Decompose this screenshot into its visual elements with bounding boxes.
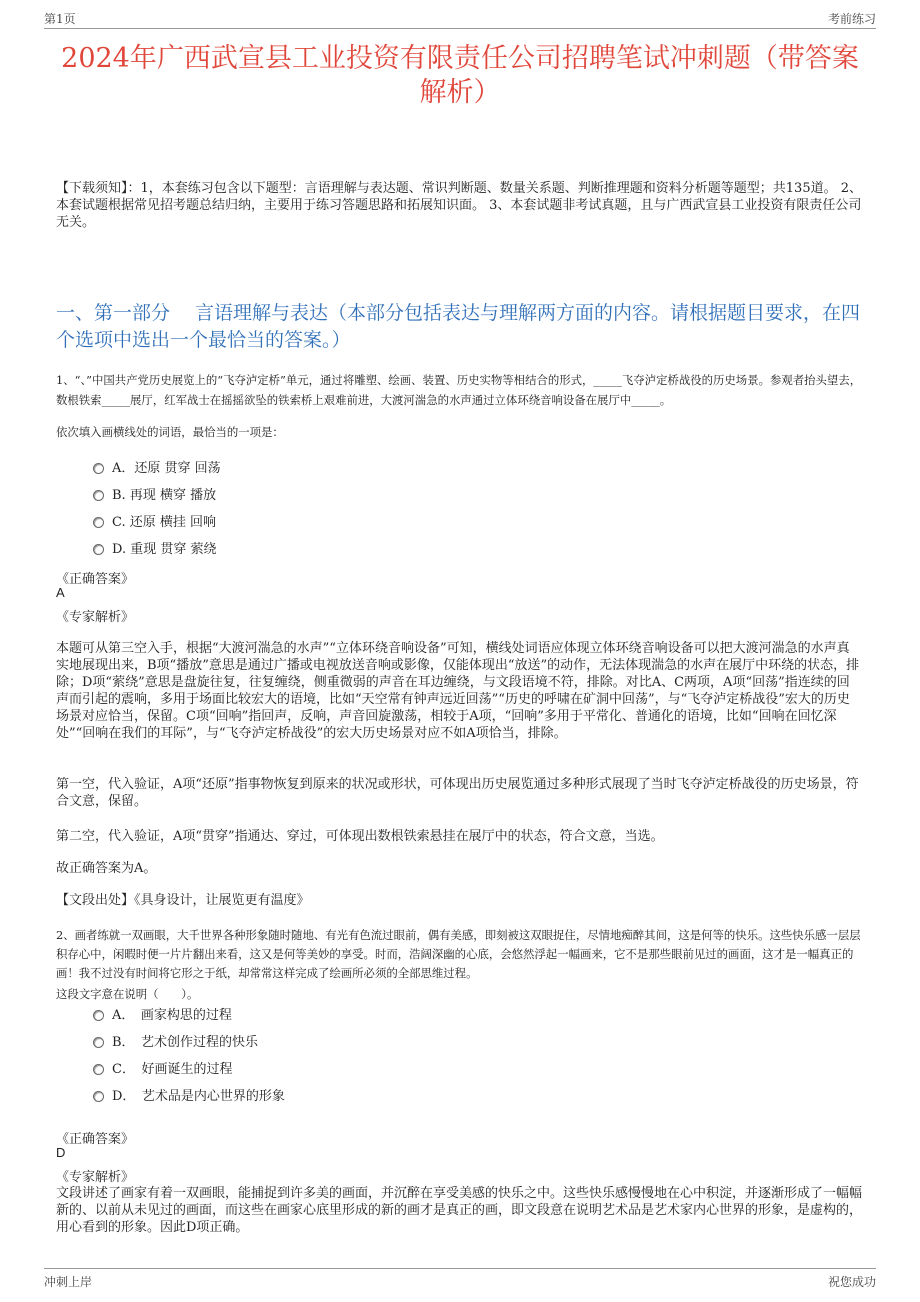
q2-option-b[interactable] bbox=[93, 1030, 258, 1050]
option-label: B. 再现 横穿 播放 bbox=[112, 487, 217, 503]
q1-option-a[interactable] bbox=[93, 456, 221, 476]
analysis-paragraph: 文段讲述了画家有着一双画眼，能捕捉到许多美的画面，并沉醉在享受美感的快乐之中。这些快乐感慢慢地在心中积淀，并逐渐形成了一幅幅新的、以前从未见过的画面，而这些在画家心底里形成的新的画才是真正的画，即文段意在说明艺术品是艺术家内心世界的形象，是虚构的，用心看到的形象。因此D项正确。 bbox=[56, 1186, 863, 1235]
q1-option-b[interactable] bbox=[93, 483, 216, 503]
option-label: A． 画家构思的过程 bbox=[112, 1007, 232, 1023]
document-title: 2024年广西武宣县工业投资有限责任公司招聘笔试冲刺题（带答案解析） bbox=[61, 43, 859, 108]
q2-option-c[interactable] bbox=[93, 1057, 232, 1077]
correct-answer: D bbox=[56, 1145, 66, 1160]
radio-icon[interactable] bbox=[93, 544, 104, 555]
analysis-paragraph: 第二空，代入验证，A项“贯穿”指通达、穿过，可体现出数根铁索悬挂在展厅中的状态，符合文意，当选。 bbox=[56, 829, 664, 844]
page-number: 第1页 bbox=[44, 12, 76, 26]
radio-icon[interactable] bbox=[93, 1010, 104, 1021]
question-1-prompt: 依次填入画横线处的词语，最恰当的一项是： bbox=[56, 425, 284, 439]
source-note: 【文段出处】《具身设计，让展览更有温度》 bbox=[56, 893, 310, 908]
radio-icon[interactable] bbox=[93, 517, 104, 528]
section-heading: 一、第一部分 言语理解与表达（本部分包括表达与理解两方面的内容。请根据题目要求，在四个选项中选出一个最恰当的答案。） bbox=[56, 302, 861, 351]
option-label: B． 艺术创作过程的快乐 bbox=[112, 1034, 259, 1050]
option-label: C. 还原 横挂 回响 bbox=[112, 514, 217, 530]
analysis-paragraph: 第一空，代入验证，A项“还原”指事物恢复到原来的状况或形状，可体现出历史展览通过多种形式展现了当时飞夺泸定桥战役的历史场景，符合文意，保留。 bbox=[56, 777, 859, 809]
question-2-stem: 2、画者练就一双画眼，大千世界各种形象随时随地、有光有色流过眼前，偶有美感，即刻被这双眼捉住，尽情地痴醉其间，这是何等的快乐。这些快乐感一层层积存心中，闲暇时便一片片翻出来看，这又是何等美妙的享受。时而，浩阔深幽的心底，会悠然浮起一幅画来，它不是那些眼前见过的画面，这才是一幅真正的画！我不过没有时间将它形之于纸，却常常这样完成了绘画所必须的全部思维过程。 bbox=[56, 928, 861, 980]
question-1-stem: 1、“、”中国共产党历史展览上的“飞夺泸定桥”单元，通过将雕塑、绘画、装置、历史实物等相结合的形式，_____飞夺泸定桥战役的历史场景。参观者抬头望去，数根铁索_____展厅，红军战士在摇摇欲坠的铁索桥上艰难前进，大渡河湍急的水声通过立体环绕音响设备在展厅中_____。 bbox=[56, 373, 862, 407]
q2-option-d[interactable] bbox=[93, 1084, 285, 1104]
radio-icon[interactable] bbox=[93, 463, 104, 474]
radio-icon[interactable] bbox=[93, 1037, 104, 1048]
correct-answer-label: 《正确答案》 bbox=[56, 1132, 135, 1147]
radio-icon[interactable] bbox=[93, 1091, 104, 1102]
page-header bbox=[44, 8, 876, 29]
q1-option-d[interactable] bbox=[93, 537, 217, 557]
expert-analysis-label: 《专家解析》 bbox=[56, 1170, 135, 1185]
option-label: D. 重现 贯穿 萦绕 bbox=[112, 541, 217, 557]
question-2-prompt: 这段文字意在说明（ ）。 bbox=[56, 987, 199, 1001]
radio-icon[interactable] bbox=[93, 490, 104, 501]
analysis-paragraph: 故正确答案为A。 bbox=[56, 861, 157, 876]
footer-right: 祝您成功 bbox=[827, 1275, 876, 1289]
header-tag: 考前练习 bbox=[827, 12, 876, 26]
download-notice: 【下载须知】：1，本套练习包含以下题型：言语理解与表达题、常识判断题、数量关系题、判断推理题和资料分析题等题型；共135道。 2、本套试题根据常见招考题总结归纳，主要用于练习答题思路和拓展知识面。 3、本套试题非考试真题，且与广西武宣县工业投资有限责任公司无关。 bbox=[56, 181, 862, 230]
q1-option-c[interactable] bbox=[93, 510, 216, 530]
q2-option-a[interactable] bbox=[93, 1003, 232, 1023]
radio-icon[interactable] bbox=[93, 1064, 104, 1075]
option-label: D． 艺术品是内心世界的形象 bbox=[112, 1088, 285, 1104]
footer-left: 冲刺上岸 bbox=[44, 1275, 93, 1289]
option-label: A．还原 贯穿 回荡 bbox=[112, 460, 221, 476]
page-footer bbox=[44, 1268, 876, 1295]
correct-answer: A bbox=[56, 585, 65, 600]
option-label: C． 好画诞生的过程 bbox=[112, 1061, 233, 1077]
correct-answer-label: 《正确答案》 bbox=[56, 572, 135, 587]
expert-analysis-label: 《专家解析》 bbox=[56, 610, 135, 625]
analysis-paragraph: 本题可从第三空入手，根据“大渡河湍急的水声”“立体环绕音响设备”可知，横线处词语应体现立体环绕音响设备可以把大渡河湍急的水声真实地展现出来，B项“播放”意思是通过广播或电视放送音响或影像，仅能体现出“放送”的动作，无法体现湍急的水声在展厅中环绕的状态，排除；D项“萦绕”意思是盘旋往复，往复缠绕，侧重微弱的声音在耳边缠绕，与文段语境不符，排除。对比A、C两项，A项“回荡”指连续的回声而引起的震响，多用于场面比较宏大的语境，比如“天空常有钟声远近回荡”“历史的呼啸在矿洞中回荡”，与“飞夺泸定桥战役”宏大的历史场景对应恰当，保留。C项“回响”指回声，反响，声音回旋激荡，相较于A项，“回响”多用于平常化、普通化的语境，比如“回响在回忆深处”“回响在我们的耳际”，与“飞夺泸定桥战役”的宏大历史场景对应不如A项恰当，排除。 bbox=[56, 641, 860, 741]
